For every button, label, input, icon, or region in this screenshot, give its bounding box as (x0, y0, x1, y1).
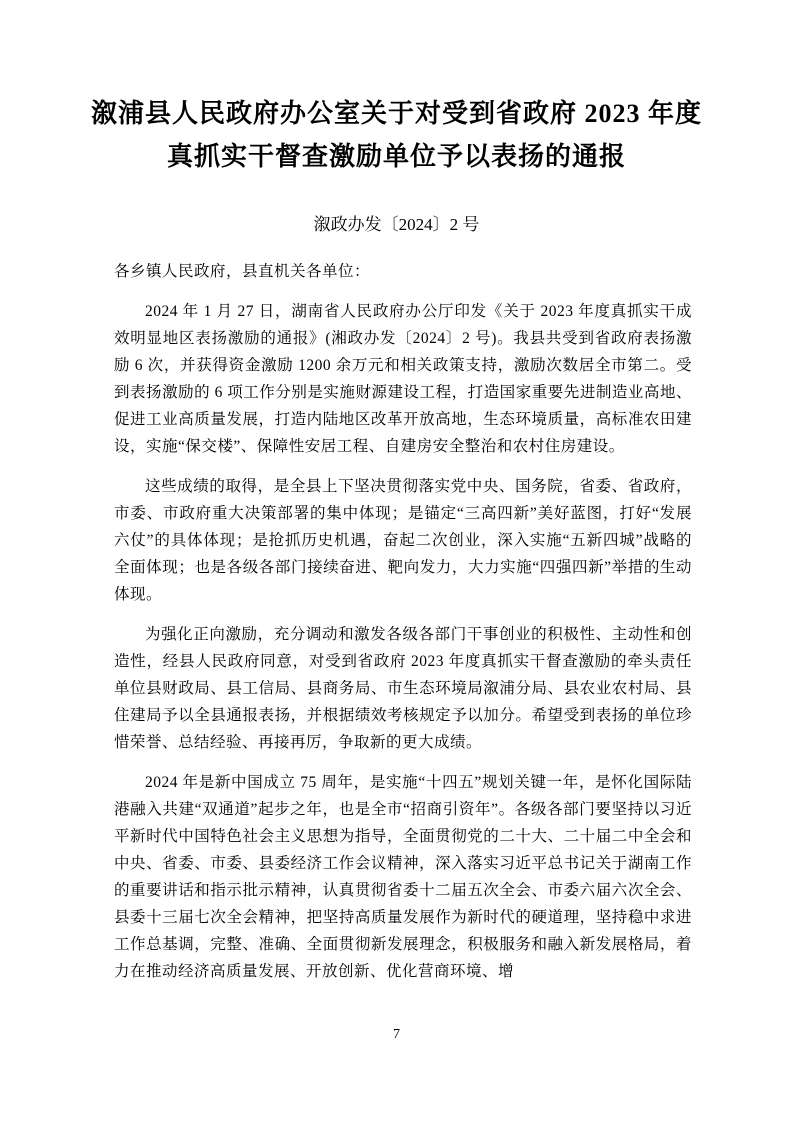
paragraph-3: 为强化正向激励，充分调动和激发各级各部门干事创业的积极性、主动性和创造性，经县人民政府同意，对受到省政府 2023 年度真抓实干督查激励的牵头责任单位县财政局、县工信局、县商务局、市生态环境局溆浦分局、县农业农村局、县住建局予以全县通报表扬，并根据绩效考核规定予以加分。希望受到表扬的单位珍惜荣誉、总结经验、再接再厉，争取新的更大成绩。 (114, 626, 692, 751)
paragraph-1: 2024 年 1 月 27 日，湖南省人民政府办公厅印发《关于 2023 年度真抓实干成效明显地区表扬激励的通报》(湘政办发〔2024〕2 号)。我县共受到省政府表扬激励 6 次，并获得资金激励 1200 余万元和相关政策支持，激励次数居全市第二。受到表扬激励的 6 项工作分别是实施财源建设工程，打造国家重要先进制造业高地、促进工业高质量发展，打造内陆地区改革开放高地，生态环境质量，高标准农田建设，实施“保交楼”、保障性安居工程、自建房安全整治和农村住房建设。 (114, 303, 692, 455)
salutation: 各乡镇人民政府，县直机关各单位： (114, 263, 371, 280)
document-number: 溆政办发〔2024〕2 号 (313, 215, 480, 234)
document-title (40, 92, 753, 178)
document-title-line-2: 真抓实干督查激励单位予以表扬的通报 (166, 142, 626, 171)
document-title-line-1: 溆浦县人民政府办公室关于对受到省政府 2023 年度 (90, 99, 702, 128)
page-number: 7 (393, 1027, 400, 1042)
document-body (114, 258, 692, 985)
paragraph-2: 这些成绩的取得，是全县上下坚决贯彻落实党中央、国务院，省委、省政府，市委、市政府重大决策部署的集中体现；是锚定“三高四新”美好蓝图，打好“发展六仗”的具体体现；是抢抓历史机遇，奋起二次创业，深入实施“五新四城”战略的全面体现；也是各级各部门接续奋进、靶向发力，大力实施“四强四新”举措的生动体现。 (114, 478, 692, 603)
paragraph-4: 2024 年是新中国成立 75 周年，是实施“十四五”规划关键一年，是怀化国际陆港融入共建“双通道”起步之年，也是全市“招商引资年”。各级各部门要坚持以习近平新时代中国特色社会主义思想为指导，全面贯彻党的二十大、二十届二中全会和中央、省委、市委、县委经济工作会议精神，深入落实习近平总书记关于湖南工作的重要讲话和指示批示精神，认真贯彻省委十二届五次全会、市委六届六次全会、县委十三届七次全会精神，把坚持高质量发展作为新时代的硬道理，坚持稳中求进工作总基调，完整、准确、全面贯彻新发展理念，积极服务和融入新发展格局，着力在推动经济高质量发展、开放创新、优化营商环境、增 (114, 774, 692, 980)
